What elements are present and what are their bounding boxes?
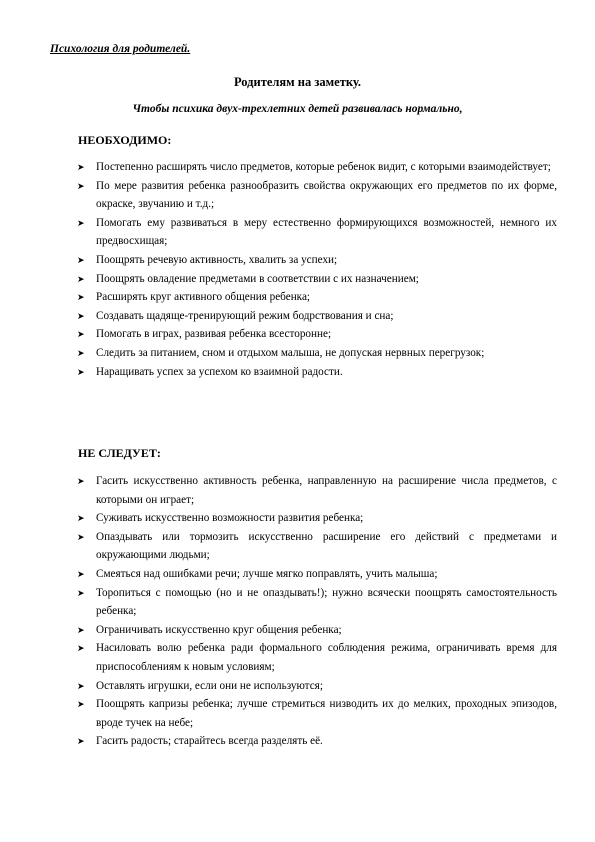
- list-item: [77, 325, 557, 344]
- list-item-text: Суживать искусственно возможности развития ребенка;: [96, 512, 364, 525]
- list-item: [77, 270, 557, 289]
- arrow-bullet-icon: ➤: [77, 329, 85, 340]
- arrow-bullet-icon: ➤: [77, 699, 85, 710]
- list-item-text: Постепенно расширять число предметов, которые ребенок видит, с которыми взаимодействует;: [96, 161, 551, 173]
- list-item-text: По мере развития ребенка разнообразить свойства окружающих его предметов по их форме, окраске, звучанию и т.д.;: [96, 179, 557, 211]
- arrow-bullet-icon: ➤: [77, 162, 85, 172]
- list-item-text: Насиловать волю ребенка ради формального соблюдения режима, ограничивать время для приспособлениям к новым условиям;: [96, 642, 557, 673]
- arrow-bullet-icon: ➤: [77, 254, 85, 265]
- list-item-text: Оставлять игрушки, если они не используются;: [96, 679, 323, 692]
- list-item: [77, 472, 557, 509]
- page-title: Родителям на заметку.: [233, 75, 362, 89]
- arrow-bullet-icon: ➤: [77, 217, 85, 228]
- list-item-text: Смеяться над ошибками речи; лучше мягко поправлять, учить малыша;: [96, 567, 438, 580]
- list-item: [77, 307, 557, 326]
- list-item: [77, 584, 557, 621]
- arrow-bullet-icon: ➤: [77, 624, 85, 635]
- list-item-text: Помогать в играх, развивая ребенка всесторонне;: [96, 328, 332, 341]
- list-item: [77, 621, 557, 640]
- list-item-text: Гасить радость; старайтесь всегда разделять её.: [96, 735, 323, 748]
- list-item: [77, 695, 557, 732]
- list-item: [77, 158, 557, 177]
- list-item-text: Следить за питанием, сном и отдыхом малыша, не допуская нервных перегрузок;: [96, 346, 485, 359]
- list-item: [77, 565, 557, 584]
- list-item: [77, 344, 557, 363]
- list-item: [77, 214, 557, 251]
- arrow-bullet-icon: ➤: [77, 643, 85, 654]
- list-item: [77, 288, 557, 307]
- list-item-text: Торопиться с помощью (но и не опаздывать!); нужно всячески поощрять самостоятельность ребенка;: [96, 586, 557, 618]
- list-item-text: Поощрять капризы ребенка; лучше стремиться низводить их до мелких, проходных эпизодов, вроде тучек на небе;: [96, 698, 557, 729]
- arrow-bullet-icon: ➤: [77, 736, 85, 747]
- not-allowed-list: [77, 472, 557, 751]
- arrow-bullet-icon: ➤: [77, 347, 85, 358]
- list-item-text: Помогать ему развиваться в меру естественно формирующихся возможностей, немного их предвосхищая;: [96, 216, 557, 248]
- list-item-text: Расширять круг активного общения ребенка;: [96, 291, 311, 304]
- arrow-bullet-icon: ➤: [77, 587, 85, 598]
- not-allowed-heading: НЕ СЛЕДУЕТ:: [78, 446, 161, 460]
- list-item: [77, 732, 557, 751]
- arrow-bullet-icon: ➤: [77, 310, 85, 321]
- list-item-text: Поощрять овладение предметами в соответствии с их назначением;: [96, 272, 419, 285]
- page-subtitle: Чтобы психика двух-трехлетних детей развивалась нормально,: [132, 103, 463, 115]
- list-item-text: Опаздывать или тормозить искусственно расширение его действий с предметами и окружающими людьми;: [96, 530, 557, 562]
- list-item: [77, 677, 557, 696]
- necessary-list: [77, 158, 557, 381]
- arrow-bullet-icon: ➤: [77, 568, 85, 579]
- arrow-bullet-icon: ➤: [77, 180, 85, 191]
- arrow-bullet-icon: ➤: [77, 292, 85, 303]
- list-item: [77, 251, 557, 270]
- list-item: [77, 363, 557, 382]
- list-item: [77, 528, 557, 565]
- arrow-bullet-icon: ➤: [77, 513, 85, 524]
- necessary-heading: НЕОБХОДИМО:: [78, 133, 172, 147]
- arrow-bullet-icon: ➤: [77, 366, 85, 377]
- list-item: [77, 639, 557, 676]
- list-item-text: Поощрять речевую активность, хвалить за успехи;: [96, 253, 338, 266]
- arrow-bullet-icon: ➤: [77, 273, 85, 284]
- list-item: [77, 177, 557, 214]
- list-item: [77, 509, 557, 528]
- list-item-text: Ограничивать искусственно круг общения ребенка;: [96, 623, 342, 636]
- list-item-text: Гасить искусственно активность ребенка, направленную на расширение числа предметов, с которыми он играет;: [96, 475, 557, 506]
- section-label: Психология для родителей.: [50, 43, 191, 55]
- arrow-bullet-icon: ➤: [77, 476, 85, 486]
- list-item-text: Создавать щадяще-тренирующий режим бодрствования и сна;: [96, 309, 394, 322]
- arrow-bullet-icon: ➤: [77, 680, 85, 691]
- arrow-bullet-icon: ➤: [77, 531, 85, 542]
- list-item-text: Наращивать успех за успехом ко взаимной радости.: [96, 365, 343, 378]
